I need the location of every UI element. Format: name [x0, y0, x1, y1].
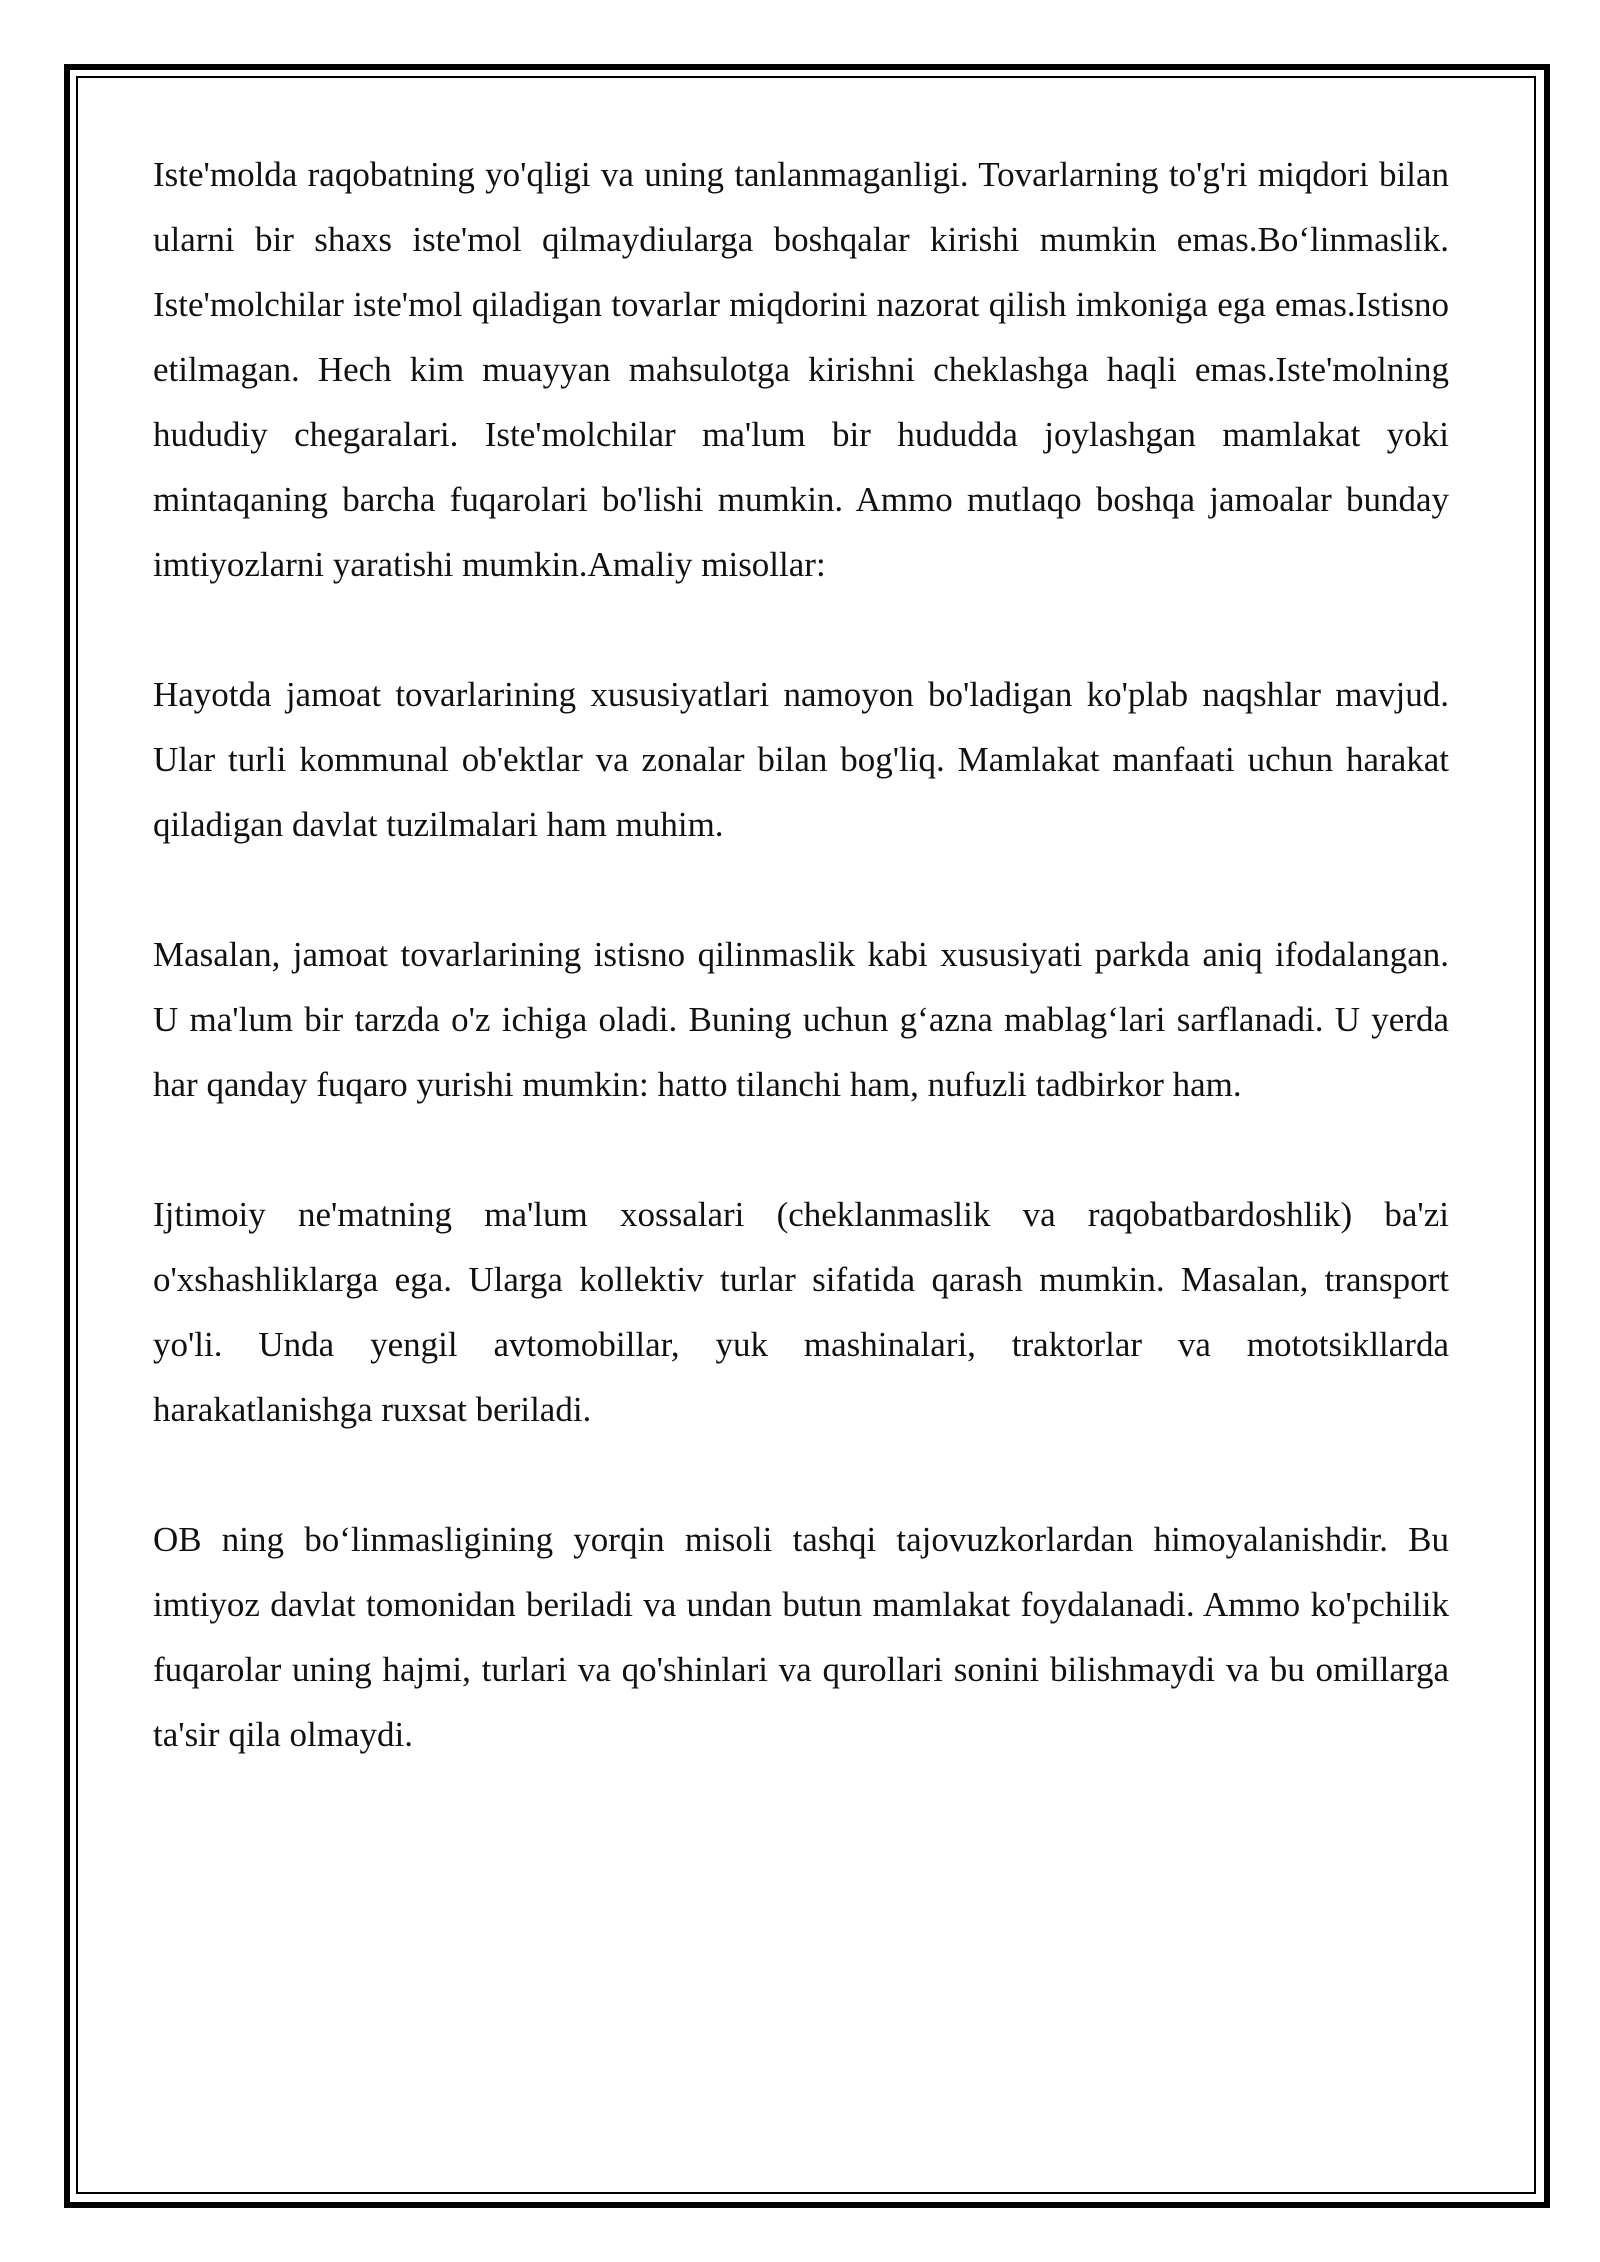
paragraph-5: OB ning bo‘linmasligining yorqin misoli tashqi tajovuzkorlardan himoyalanishdir. Bu imtiyoz davlat tomonidan beriladi va undan butun mamlakat foydalanadi. Ammo ko'pchilik fuqarolar uning hajmi, turlari va qo'shinlari va qurollari sonini bilishmaydi va bu omillarga ta'sir qila olmaydi. [153, 1520, 1449, 1754]
paragraph-2: Hayotda jamoat tovarlarining xususiyatlari namoyon bo'ladigan ko'plab naqshlar mavjud. Ular turli kommunal ob'ektlar va zonalar bilan bog'liq. Mamlakat manfaati uchun harakat qiladigan davlat tuzilmalari ham muhim. [153, 675, 1449, 844]
paragraph-4: Ijtimoiy ne'matning ma'lum xossalari (cheklanmaslik va raqobatbardoshlik) ba'zi o'xshashliklarga ega. Ularga kollektiv turlar sifatida qarash mumkin. Masalan, transport yo'li. Unda yengil avtomobillar, yuk mashinalari, traktorlar va mototsikllarda harakatlanishga ruxsat beriladi. [153, 1195, 1449, 1429]
paragraph-1: Iste'molda raqobatning yo'qligi va uning tanlanmaganligi. Tovarlarning to'g'ri miqdori bilan ularni bir shaxs iste'mol qilmaydiularga boshqalar kirishi mumkin emas.Bo‘linmaslik. Iste'molchilar iste'mol qiladigan tovarlar miqdorini nazorat qilish imkoniga ega emas.Istisno etilmagan. Hech kim muayyan mahsulotga kirishni cheklashga haqli emas.Iste'molning hududiy chegaralari. Iste'molchilar ma'lum bir hududda joylashgan mamlakat yoki mintaqaning barcha fuqarolari bo'lishi mumkin. Ammo mutlaqo boshqa jamoalar bunday imtiyozlarni yaratishi mumkin.Amaliy misollar: [153, 155, 1449, 584]
document-body [153, 142, 1449, 1832]
paragraph-3: Masalan, jamoat tovarlarining istisno qilinmaslik kabi xususiyati parkda aniq ifodalangan. U ma'lum bir tarzda o'z ichiga oladi. Buning uchun g‘azna mablag‘lari sarflanadi. U yerda har qanday fuqaro yurishi mumkin: hatto tilanchi ham, nufuzli tadbirkor ham. [153, 935, 1449, 1104]
